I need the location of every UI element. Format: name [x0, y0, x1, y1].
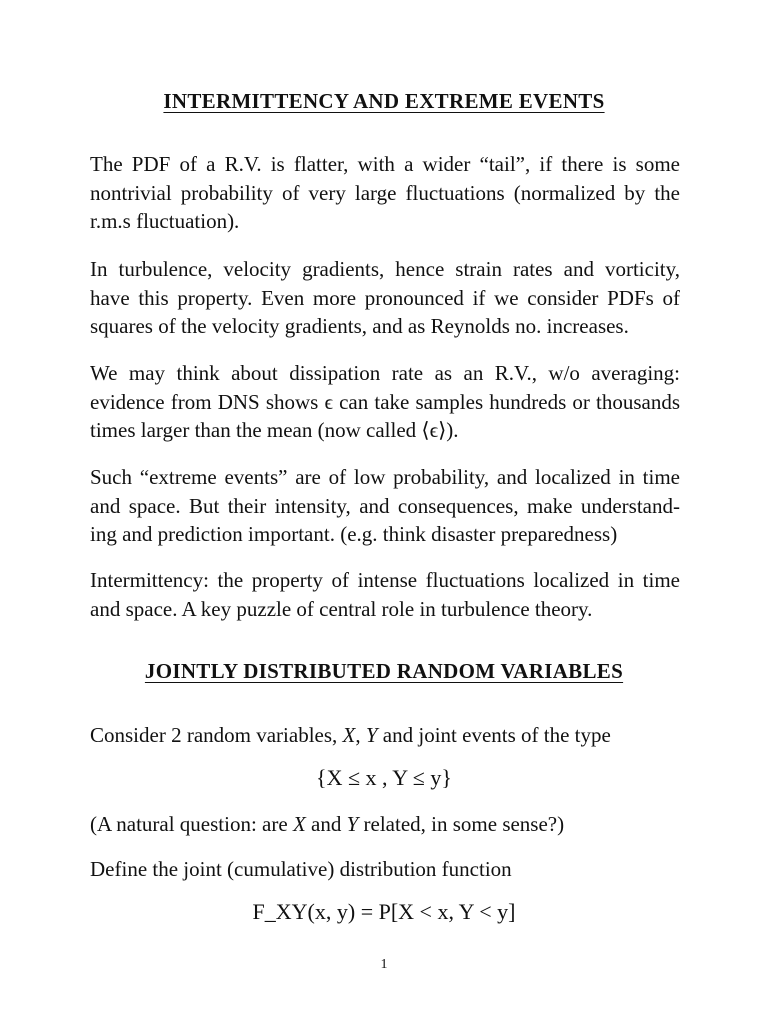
text-line: squares of the velocity gradients, and as Reynolds no. increases. [90, 314, 629, 338]
text-line: The PDF of a R.V. is flatter, with a wider “tail”, if there is some [90, 152, 680, 176]
section-heading-joint-distribution [0, 661, 768, 682]
text-fragment: Consider 2 random variables, [90, 723, 343, 747]
math-variable-x: X [342, 723, 356, 747]
paragraph-define-joint-cdf [90, 855, 680, 884]
text-line: Intermittency: the property of intense fluctuations localized in time [90, 568, 680, 592]
paragraph-dissipation-rate [90, 359, 680, 445]
section-heading-text: INTERMITTENCY AND EXTREME EVENTS [163, 89, 605, 113]
paragraph-pdf-tail [90, 150, 680, 236]
text-line: Such “extreme events” are of low probability, and localized in time [90, 465, 680, 489]
equation-text: F_XY(x, y) = P[X < x, Y < y] [252, 899, 516, 924]
section-heading-text: JOINTLY DISTRIBUTED RANDOM VARIABLES [144, 659, 624, 683]
text-fragment: and [305, 812, 347, 836]
paragraph-natural-question [90, 810, 680, 839]
text-line: and space. A key puzzle of central role in turbulence theory. [90, 596, 593, 621]
paragraph-intermittency-definition [90, 566, 680, 623]
text-line: nontrivial probability of very large fluctuations (normalized by the [90, 180, 680, 205]
text-line: r.m.s fluctuation). [90, 209, 240, 233]
text-line: and space. But their intensity, and consequences, make understand- [90, 493, 680, 518]
text-line: evidence from DNS shows ϵ can take samples hundreds or thousands [90, 389, 680, 414]
text-line [90, 721, 680, 750]
page-number: 1 [380, 957, 388, 972]
text-line: Define the joint (cumulative) distribution function [90, 857, 512, 881]
paragraph-velocity-gradients [90, 255, 680, 341]
text-fragment: and joint events of the type [377, 723, 611, 747]
paragraph-consider-variables [90, 721, 680, 750]
math-variable-x: X [292, 812, 306, 836]
section-heading-intermittency [0, 91, 768, 112]
text-fragment: , [355, 723, 366, 747]
math-variable-y: Y [365, 723, 378, 747]
math-variable-y: Y [346, 812, 359, 836]
equation-text: {X ≤ x , Y ≤ y} [316, 765, 452, 790]
text-fragment: related, in some sense?) [358, 812, 565, 836]
paragraph-extreme-events [90, 463, 680, 549]
text-line: ing and prediction important. (e.g. think disaster preparedness) [90, 522, 618, 546]
text-fragment: (A natural question: are [90, 812, 293, 836]
text-line [90, 810, 680, 839]
text-line: times larger than the mean (now called ⟨ϵ⟩). [90, 418, 459, 442]
equation-joint-cdf [0, 901, 768, 923]
text-line: We may think about dissipation rate as an R.V., w/o averaging: [90, 361, 680, 385]
text-line: have this property. Even more pronounced if we consider PDFs of [90, 285, 680, 310]
equation-joint-event [0, 767, 768, 789]
text-line: In turbulence, velocity gradients, hence strain rates and vorticity, [90, 257, 680, 281]
